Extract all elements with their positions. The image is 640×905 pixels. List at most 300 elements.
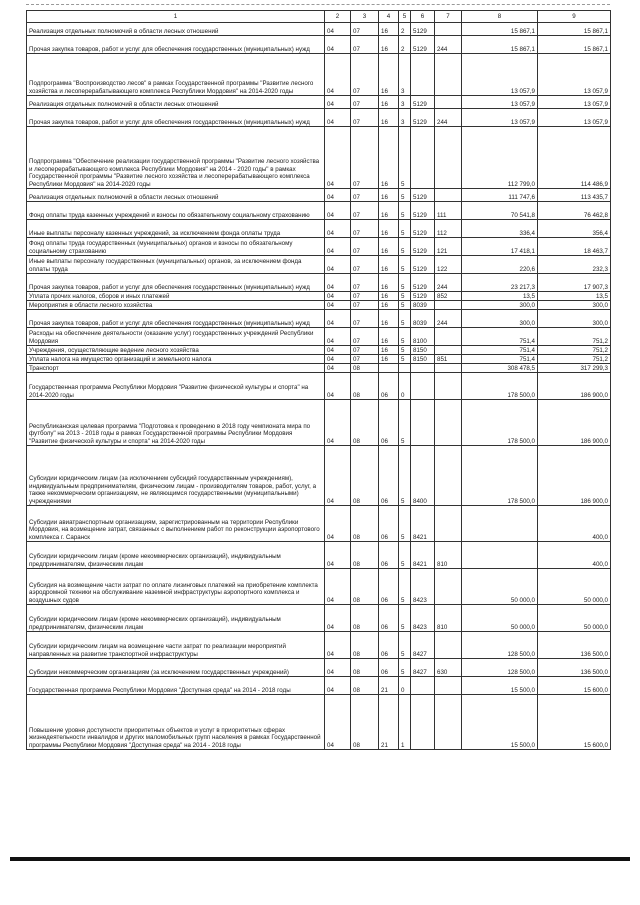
table-row xyxy=(27,256,611,274)
section-code-cell: 04 xyxy=(325,328,351,346)
item-code-cell xyxy=(411,677,435,695)
subprogram-code-cell: 5 xyxy=(399,301,411,310)
section-code-cell: 04 xyxy=(325,54,351,96)
item-code-cell: 8100 xyxy=(411,328,435,346)
program-code-cell: 16 xyxy=(379,109,399,127)
section-code-cell: 04 xyxy=(325,605,351,632)
amount-year1-cell: 13,5 xyxy=(462,292,538,301)
section-code-cell: 04 xyxy=(325,659,351,677)
table-row xyxy=(27,446,611,506)
row-name-cell: Субсидии юридическим лицам на возмещение части затрат по реализации мероприятий направленных на развитие транспортной инфраструктуры xyxy=(27,632,325,659)
item-code-cell: 8150 xyxy=(411,355,435,364)
item-code-cell: 8039 xyxy=(411,310,435,328)
amount-year1-cell: 308 478,5 xyxy=(462,364,538,373)
item-code-cell xyxy=(411,364,435,373)
amount-year2-cell: 15 600,0 xyxy=(538,695,611,750)
amount-year2-cell: 400,0 xyxy=(538,542,611,569)
expense-type-cell xyxy=(435,189,462,202)
amount-year2-cell: 76 462,8 xyxy=(538,202,611,220)
subprogram-code-cell: 3 xyxy=(399,109,411,127)
expense-type-cell: 244 xyxy=(435,274,462,292)
subprogram-code-cell: 5 xyxy=(399,659,411,677)
table-row xyxy=(27,605,611,632)
table-row xyxy=(27,695,611,750)
program-code-cell: 21 xyxy=(379,695,399,750)
table-row xyxy=(27,96,611,109)
amount-year1-cell: 13 057,9 xyxy=(462,109,538,127)
subsection-code-cell: 07 xyxy=(351,274,379,292)
program-code-cell: 06 xyxy=(379,659,399,677)
expense-type-cell: 244 xyxy=(435,36,462,54)
subprogram-code-cell: 5 xyxy=(399,256,411,274)
row-name-cell: Государственная программа Республики Мордовия "Развитие физической культуры и спорта" на 2014-2020 годы xyxy=(27,373,325,400)
row-name-cell: Уплата прочих налогов, сборов и иных платежей xyxy=(27,292,325,301)
amount-year2-cell: 50 000,0 xyxy=(538,605,611,632)
item-code-cell: 8400 xyxy=(411,446,435,506)
subprogram-code-cell: 5 xyxy=(399,605,411,632)
expense-type-cell: 630 xyxy=(435,659,462,677)
expense-type-cell xyxy=(435,400,462,446)
expense-type-cell xyxy=(435,23,462,36)
subsection-code-cell: 07 xyxy=(351,127,379,189)
subsection-code-cell: 07 xyxy=(351,202,379,220)
table-row xyxy=(27,127,611,189)
row-name-cell: Подпрограмма "Обеспечение реализации государственной программы "Развитие лесного хозяйства и лесоперерабатывающего комплекса Республики Мордовия" на 2014 - 2020 годы" в рамках Государственной программы "Развитие лесного хозяйства и лесоперерабатывающего комплекса Республики Мордовия" на 2014-2020 годы xyxy=(27,127,325,189)
amount-year2-cell: 317 299,3 xyxy=(538,364,611,373)
expense-type-cell: 244 xyxy=(435,310,462,328)
subsection-code-cell: 07 xyxy=(351,328,379,346)
amount-year2-cell: 13 057,9 xyxy=(538,96,611,109)
expense-type-cell xyxy=(435,364,462,373)
table-row xyxy=(27,542,611,569)
expense-type-cell xyxy=(435,677,462,695)
item-code-cell: 5129 xyxy=(411,202,435,220)
item-code-cell: 5129 xyxy=(411,109,435,127)
table-row xyxy=(27,373,611,400)
program-code-cell: 16 xyxy=(379,328,399,346)
section-code-cell: 04 xyxy=(325,301,351,310)
amount-year1-cell: 13 057,9 xyxy=(462,54,538,96)
program-code-cell: 21 xyxy=(379,677,399,695)
subprogram-code-cell: 2 xyxy=(399,23,411,36)
subprogram-code-cell: 5 xyxy=(399,569,411,605)
row-name-cell: Повышение уровня доступности приоритетных объектов и услуг в приоритетных сферах жизнедеятельности инвалидов и других маломобильных групп населения в рамках Государственной программы Республики Мордовия "Доступная среда" на 2014 - 2018 годы xyxy=(27,695,325,750)
expense-type-cell xyxy=(435,96,462,109)
amount-year2-cell: 300,0 xyxy=(538,301,611,310)
col-header-3: 3 xyxy=(351,11,379,23)
col-header-5: 5 xyxy=(399,11,411,23)
program-code-cell: 06 xyxy=(379,569,399,605)
section-code-cell: 04 xyxy=(325,677,351,695)
subsection-code-cell: 08 xyxy=(351,364,379,373)
page-bottom-rule xyxy=(10,857,630,861)
section-code-cell: 04 xyxy=(325,346,351,355)
section-code-cell: 04 xyxy=(325,355,351,364)
expense-type-cell xyxy=(435,301,462,310)
subprogram-code-cell: 5 xyxy=(399,446,411,506)
subprogram-code-cell: 3 xyxy=(399,96,411,109)
subprogram-code-cell: 5 xyxy=(399,310,411,328)
amount-year1-cell: 220,6 xyxy=(462,256,538,274)
table-row xyxy=(27,310,611,328)
amount-year2-cell: 136 500,0 xyxy=(538,632,611,659)
table-row xyxy=(27,109,611,127)
program-code-cell: 16 xyxy=(379,189,399,202)
amount-year2-cell: 18 463,7 xyxy=(538,238,611,256)
row-name-cell: Фонд оплаты труда казенных учреждений и взносы по обязательному социальному страхованию xyxy=(27,202,325,220)
program-code-cell: 16 xyxy=(379,127,399,189)
amount-year2-cell: 113 435,7 xyxy=(538,189,611,202)
table-row xyxy=(27,189,611,202)
table-row xyxy=(27,364,611,373)
amount-year1-cell: 178 500,0 xyxy=(462,400,538,446)
subsection-code-cell: 08 xyxy=(351,695,379,750)
table-row xyxy=(27,301,611,310)
table-row xyxy=(27,355,611,364)
item-code-cell: 5129 xyxy=(411,23,435,36)
item-code-cell: 8421 xyxy=(411,542,435,569)
row-name-cell: Уплата налога на имущество организаций и земельного налога xyxy=(27,355,325,364)
amount-year2-cell: 186 900,0 xyxy=(538,446,611,506)
subprogram-code-cell: 1 xyxy=(399,695,411,750)
row-name-cell: Расходы на обеспечение деятельности (оказание услуг) государственных учреждений Республики Мордовия xyxy=(27,328,325,346)
subprogram-code-cell: 5 xyxy=(399,127,411,189)
table-row xyxy=(27,220,611,238)
amount-year2-cell: 400,0 xyxy=(538,506,611,542)
top-edge-rule xyxy=(26,4,610,5)
section-code-cell: 04 xyxy=(325,96,351,109)
program-code-cell: 16 xyxy=(379,220,399,238)
row-name-cell: Подпрограмма "Воспроизводство лесов" в рамках Государственной программы "Развитие лесного хозяйства и лесоперерабатывающего комплекса Республики Мордовия" на 2014-2020 годы xyxy=(27,54,325,96)
row-name-cell: Прочая закупка товаров, работ и услуг для обеспечения государственных (муниципальных) нужд xyxy=(27,310,325,328)
expense-type-cell xyxy=(435,446,462,506)
subsection-code-cell: 07 xyxy=(351,301,379,310)
expense-type-cell xyxy=(435,632,462,659)
amount-year1-cell: 15 867,1 xyxy=(462,36,538,54)
table-row xyxy=(27,632,611,659)
table-row xyxy=(27,659,611,677)
row-name-cell: Субсидии некоммерческим организациям (за исключением государственных учреждений) xyxy=(27,659,325,677)
amount-year1-cell: 111 747,6 xyxy=(462,189,538,202)
row-name-cell: Иные выплаты персоналу казенных учреждений, за исключением фонда оплаты труда xyxy=(27,220,325,238)
amount-year2-cell: 13,5 xyxy=(538,292,611,301)
table-row xyxy=(27,292,611,301)
row-name-cell: Прочая закупка товаров, работ и услуг для обеспечения государственных (муниципальных) нужд xyxy=(27,274,325,292)
subsection-code-cell: 07 xyxy=(351,36,379,54)
expense-type-cell xyxy=(435,695,462,750)
subprogram-code-cell: 5 xyxy=(399,542,411,569)
subsection-code-cell: 07 xyxy=(351,355,379,364)
subsection-code-cell: 08 xyxy=(351,569,379,605)
table-row xyxy=(27,677,611,695)
amount-year1-cell: 178 500,0 xyxy=(462,373,538,400)
amount-year1-cell: 50 000,0 xyxy=(462,569,538,605)
amount-year2-cell: 232,3 xyxy=(538,256,611,274)
table-row xyxy=(27,274,611,292)
subprogram-code-cell: 5 xyxy=(399,506,411,542)
subprogram-code-cell: 5 xyxy=(399,400,411,446)
amount-year2-cell: 13 057,9 xyxy=(538,54,611,96)
program-code-cell: 06 xyxy=(379,632,399,659)
item-code-cell: 8150 xyxy=(411,346,435,355)
program-code-cell: 06 xyxy=(379,605,399,632)
subprogram-code-cell: 0 xyxy=(399,373,411,400)
section-code-cell: 04 xyxy=(325,400,351,446)
section-code-cell: 04 xyxy=(325,127,351,189)
section-code-cell: 04 xyxy=(325,506,351,542)
subsection-code-cell: 07 xyxy=(351,96,379,109)
subsection-code-cell: 08 xyxy=(351,506,379,542)
expense-type-cell xyxy=(435,569,462,605)
col-header-9: 9 xyxy=(538,11,611,23)
amount-year2-cell: 114 486,9 xyxy=(538,127,611,189)
table-row xyxy=(27,328,611,346)
expense-type-cell xyxy=(435,328,462,346)
row-name-cell: Мероприятия в области лесного хозяйства xyxy=(27,301,325,310)
section-code-cell: 04 xyxy=(325,189,351,202)
program-code-cell: 06 xyxy=(379,373,399,400)
subsection-code-cell: 08 xyxy=(351,373,379,400)
col-header-7: 7 xyxy=(435,11,462,23)
table-row xyxy=(27,36,611,54)
program-code-cell: 16 xyxy=(379,36,399,54)
program-code-cell: 16 xyxy=(379,238,399,256)
amount-year1-cell: 15 500,0 xyxy=(462,677,538,695)
row-name-cell: Субсидия на возмещение части затрат по оплате лизинговых платежей на приобретение комплекта аэродромной техники на обслуживание наземной инфраструктуры аэропортного комплекса и воздушных судов xyxy=(27,569,325,605)
expense-type-cell: 122 xyxy=(435,256,462,274)
section-code-cell: 04 xyxy=(325,695,351,750)
program-code-cell: 16 xyxy=(379,23,399,36)
amount-year1-cell: 751,4 xyxy=(462,355,538,364)
subprogram-code-cell: 5 xyxy=(399,632,411,659)
subsection-code-cell: 07 xyxy=(351,109,379,127)
col-header-2: 2 xyxy=(325,11,351,23)
row-name-cell: Транспорт xyxy=(27,364,325,373)
budget-rows xyxy=(27,23,611,750)
amount-year2-cell: 356,4 xyxy=(538,220,611,238)
expense-type-cell: 810 xyxy=(435,542,462,569)
item-code-cell: 5129 xyxy=(411,220,435,238)
row-name-cell: Учреждения, осуществляющие ведение лесного хозяйства xyxy=(27,346,325,355)
subprogram-code-cell: 5 xyxy=(399,274,411,292)
program-code-cell: 16 xyxy=(379,96,399,109)
section-code-cell: 04 xyxy=(325,446,351,506)
section-code-cell: 04 xyxy=(325,36,351,54)
item-code-cell: 5129 xyxy=(411,238,435,256)
program-code-cell: 16 xyxy=(379,310,399,328)
subsection-code-cell: 07 xyxy=(351,292,379,301)
row-name-cell: Реализация отдельных полномочий в области лесных отношений xyxy=(27,96,325,109)
subsection-code-cell: 07 xyxy=(351,220,379,238)
program-code-cell: 16 xyxy=(379,355,399,364)
expense-type-cell: 111 xyxy=(435,202,462,220)
program-code-cell: 16 xyxy=(379,292,399,301)
amount-year2-cell: 186 900,0 xyxy=(538,400,611,446)
row-name-cell: Иные выплаты персоналу государственных (муниципальных) органов, за исключением фонда оплаты труда xyxy=(27,256,325,274)
program-code-cell: 06 xyxy=(379,446,399,506)
item-code-cell: 8421 xyxy=(411,506,435,542)
program-code-cell: 06 xyxy=(379,542,399,569)
expense-type-cell xyxy=(435,127,462,189)
col-header-8: 8 xyxy=(462,11,538,23)
program-code-cell: 06 xyxy=(379,506,399,542)
item-code-cell xyxy=(411,54,435,96)
subprogram-code-cell: 5 xyxy=(399,220,411,238)
section-code-cell: 04 xyxy=(325,310,351,328)
col-header-1: 1 xyxy=(27,11,325,23)
item-code-cell: 8427 xyxy=(411,659,435,677)
item-code-cell: 5129 xyxy=(411,274,435,292)
subsection-code-cell: 08 xyxy=(351,677,379,695)
item-code-cell: 8039 xyxy=(411,301,435,310)
subprogram-code-cell: 5 xyxy=(399,346,411,355)
amount-year1-cell: 128 500,0 xyxy=(462,632,538,659)
amount-year2-cell: 751,2 xyxy=(538,355,611,364)
amount-year2-cell: 15 867,1 xyxy=(538,36,611,54)
amount-year1-cell: 751,4 xyxy=(462,328,538,346)
item-code-cell: 5129 xyxy=(411,96,435,109)
row-name-cell: Прочая закупка товаров, работ и услуг для обеспечения государственных (муниципальных) нужд xyxy=(27,109,325,127)
subprogram-code-cell: 2 xyxy=(399,36,411,54)
subprogram-code-cell: 5 xyxy=(399,355,411,364)
row-name-cell: Прочая закупка товаров, работ и услуг для обеспечения государственных (муниципальных) нужд xyxy=(27,36,325,54)
subprogram-code-cell: 5 xyxy=(399,292,411,301)
amount-year1-cell: 300,0 xyxy=(462,301,538,310)
amount-year1-cell: 13 057,9 xyxy=(462,96,538,109)
row-name-cell: Республиканская целевая программа "Подготовка к проведению в 2018 году чемпионата мира по футболу" на 2013 - 2018 годы в рамках Государственной программы Республики Мордовия "Развитие физической культуры и спорта" на 2014-2020 годы xyxy=(27,400,325,446)
amount-year1-cell: 336,4 xyxy=(462,220,538,238)
subsection-code-cell: 08 xyxy=(351,446,379,506)
subsection-code-cell: 08 xyxy=(351,632,379,659)
section-code-cell: 04 xyxy=(325,632,351,659)
expense-type-cell: 121 xyxy=(435,238,462,256)
table-row xyxy=(27,400,611,446)
item-code-cell xyxy=(411,400,435,446)
amount-year2-cell: 751,2 xyxy=(538,328,611,346)
amount-year2-cell: 186 900,0 xyxy=(538,373,611,400)
section-code-cell: 04 xyxy=(325,373,351,400)
amount-year2-cell: 751,2 xyxy=(538,346,611,355)
amount-year2-cell: 13 057,9 xyxy=(538,109,611,127)
row-name-cell: Субсидии юридическим лицам (кроме некоммерческих организаций), индивидуальным предпринимателям, физическим лицам xyxy=(27,605,325,632)
amount-year1-cell: 178 500,0 xyxy=(462,446,538,506)
amount-year2-cell: 17 907,3 xyxy=(538,274,611,292)
program-code-cell: 16 xyxy=(379,202,399,220)
section-code-cell: 04 xyxy=(325,542,351,569)
amount-year1-cell: 15 867,1 xyxy=(462,23,538,36)
item-code-cell: 5129 xyxy=(411,256,435,274)
amount-year1-cell: 751,4 xyxy=(462,346,538,355)
subprogram-code-cell: 5 xyxy=(399,202,411,220)
row-name-cell: Фонд оплаты труда государственных (муниципальных) органов и взносы по обязательному социальному страхованию xyxy=(27,238,325,256)
row-name-cell: Субсидии авиатранспортным организациям, зарегистрированным на территории Республики Мордовия, на возмещение затрат, связанных с выполнением работ по реконструкции аэропортового комплекса г. Саранск xyxy=(27,506,325,542)
section-code-cell: 04 xyxy=(325,109,351,127)
table-row xyxy=(27,23,611,36)
section-code-cell: 04 xyxy=(325,569,351,605)
amount-year1-cell: 112 799,0 xyxy=(462,127,538,189)
subprogram-code-cell: 5 xyxy=(399,238,411,256)
column-number-row xyxy=(27,11,611,23)
row-name-cell: Реализация отдельных полномочий в области лесных отношений xyxy=(27,23,325,36)
row-name-cell: Реализация отдельных полномочий в области лесных отношений xyxy=(27,189,325,202)
program-code-cell: 16 xyxy=(379,301,399,310)
amount-year1-cell: 50 000,0 xyxy=(462,605,538,632)
item-code-cell xyxy=(411,373,435,400)
program-code-cell: 06 xyxy=(379,400,399,446)
item-code-cell: 8423 xyxy=(411,605,435,632)
subprogram-code-cell: 5 xyxy=(399,189,411,202)
subsection-code-cell: 07 xyxy=(351,54,379,96)
subprogram-code-cell: 5 xyxy=(399,328,411,346)
amount-year2-cell: 15 600,0 xyxy=(538,677,611,695)
subprogram-code-cell xyxy=(399,364,411,373)
amount-year1-cell: 70 541,8 xyxy=(462,202,538,220)
section-code-cell: 04 xyxy=(325,202,351,220)
amount-year1-cell: 300,0 xyxy=(462,310,538,328)
item-code-cell: 8423 xyxy=(411,569,435,605)
table-row xyxy=(27,506,611,542)
program-code-cell xyxy=(379,364,399,373)
table-row xyxy=(27,238,611,256)
amount-year2-cell: 136 500,0 xyxy=(538,659,611,677)
subsection-code-cell: 08 xyxy=(351,605,379,632)
subprogram-code-cell: 0 xyxy=(399,677,411,695)
subsection-code-cell: 08 xyxy=(351,542,379,569)
section-code-cell: 04 xyxy=(325,274,351,292)
row-name-cell: Субсидии юридическим лицам (кроме некоммерческих организаций), индивидуальным предпринимателям, физическим лицам xyxy=(27,542,325,569)
amount-year1-cell xyxy=(462,506,538,542)
item-code-cell: 5129 xyxy=(411,36,435,54)
subsection-code-cell: 07 xyxy=(351,310,379,328)
item-code-cell: 8427 xyxy=(411,632,435,659)
expense-type-cell: 852 xyxy=(435,292,462,301)
subsection-code-cell: 07 xyxy=(351,238,379,256)
row-name-cell: Государственная программа Республики Мордовия "Доступная среда" на 2014 - 2018 годы xyxy=(27,677,325,695)
item-code-cell xyxy=(411,127,435,189)
program-code-cell: 16 xyxy=(379,256,399,274)
budget-table xyxy=(26,10,611,750)
expense-type-cell xyxy=(435,373,462,400)
col-header-4: 4 xyxy=(379,11,399,23)
amount-year1-cell: 128 500,0 xyxy=(462,659,538,677)
expense-type-cell: 851 xyxy=(435,355,462,364)
budget-sheet xyxy=(26,10,610,750)
table-row xyxy=(27,346,611,355)
expense-type-cell xyxy=(435,506,462,542)
amount-year1-cell: 23 217,3 xyxy=(462,274,538,292)
table-row xyxy=(27,202,611,220)
section-code-cell: 04 xyxy=(325,256,351,274)
subsection-code-cell: 08 xyxy=(351,400,379,446)
program-code-cell: 16 xyxy=(379,274,399,292)
expense-type-cell: 112 xyxy=(435,220,462,238)
program-code-cell: 16 xyxy=(379,346,399,355)
section-code-cell: 04 xyxy=(325,292,351,301)
table-row xyxy=(27,54,611,96)
subsection-code-cell: 08 xyxy=(351,659,379,677)
table-row xyxy=(27,569,611,605)
section-code-cell: 04 xyxy=(325,238,351,256)
expense-type-cell xyxy=(435,54,462,96)
item-code-cell xyxy=(411,695,435,750)
row-name-cell: Субсидии юридическим лицам (за исключением субсидий государственным учреждениям), индивидуальным предпринимателям, физическим лицам - производителям товаров, работ, услуг, а также некоммерческим организациям, не являющимся государственными (муниципальными) учреждениями xyxy=(27,446,325,506)
amount-year2-cell: 50 000,0 xyxy=(538,569,611,605)
expense-type-cell: 244 xyxy=(435,109,462,127)
amount-year1-cell: 15 500,0 xyxy=(462,695,538,750)
section-code-cell: 04 xyxy=(325,364,351,373)
col-header-6: 6 xyxy=(411,11,435,23)
item-code-cell: 5129 xyxy=(411,189,435,202)
